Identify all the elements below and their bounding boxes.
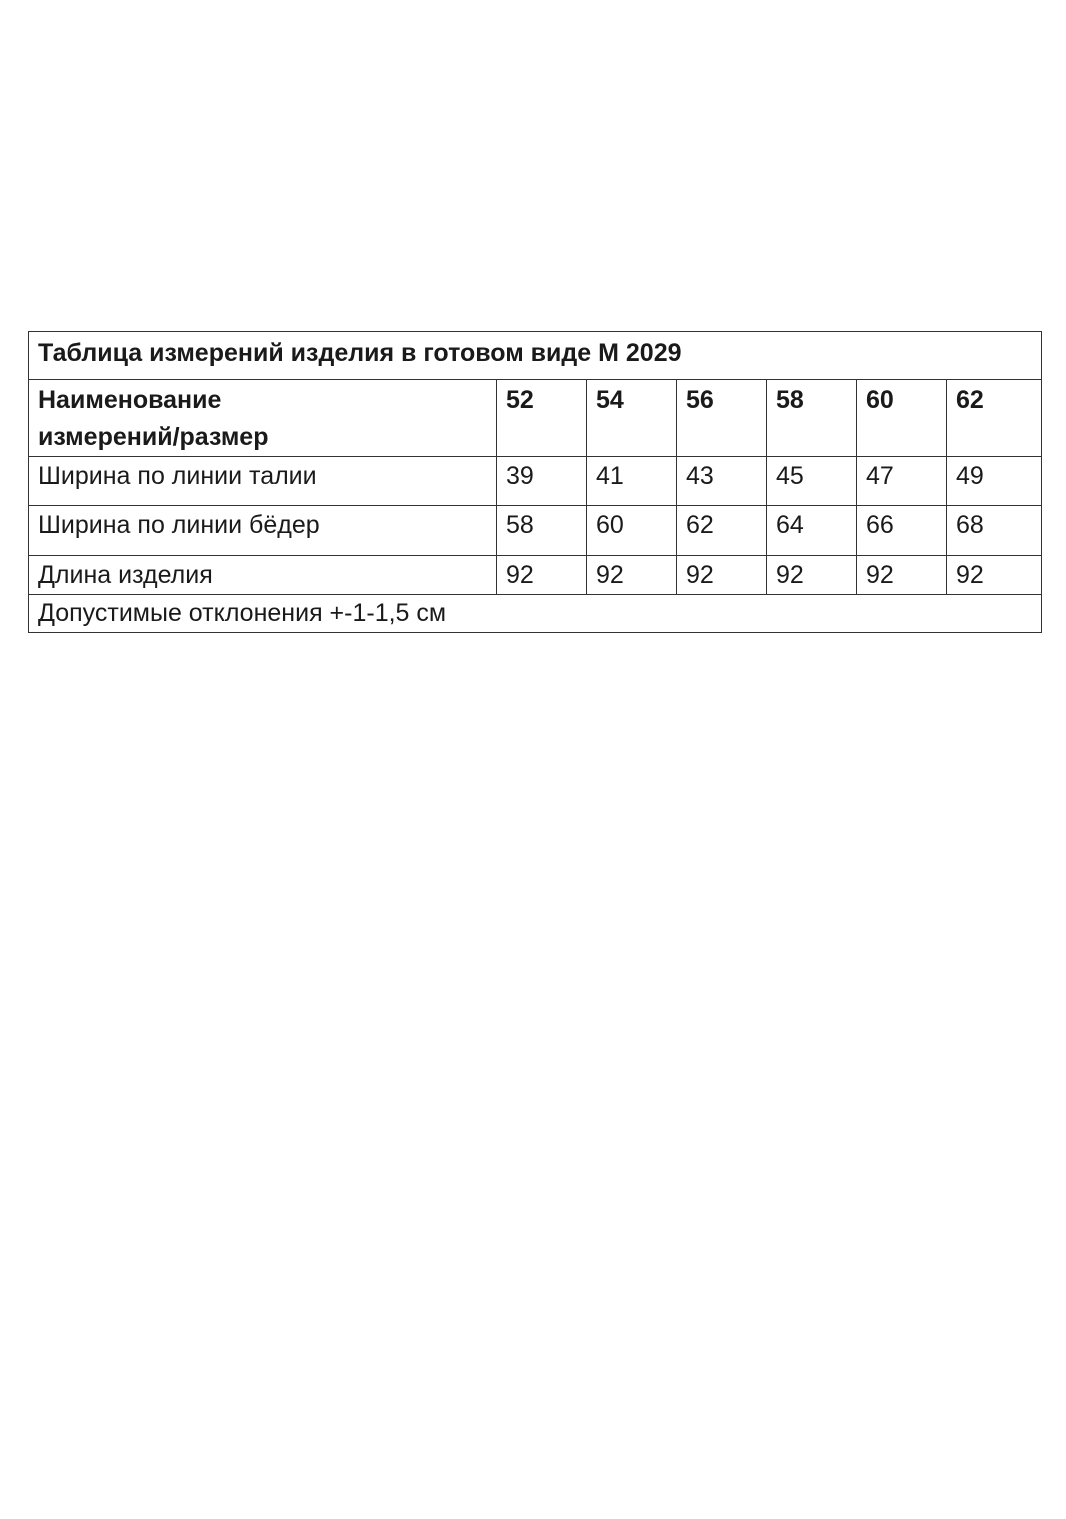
size-header: 58 xyxy=(767,380,857,457)
table-cell: 41 xyxy=(587,457,677,506)
table-cell: 45 xyxy=(767,457,857,506)
table-cell: 47 xyxy=(857,457,947,506)
row-label: Ширина по линии талии xyxy=(29,457,497,506)
table-cell: 92 xyxy=(587,556,677,595)
table-cell: 66 xyxy=(857,506,947,556)
row-label: Длина изделия xyxy=(29,556,497,595)
table-row xyxy=(29,506,1042,556)
table-cell: 49 xyxy=(947,457,1042,506)
table-row xyxy=(29,457,1042,506)
size-header: 62 xyxy=(947,380,1042,457)
table-row xyxy=(29,556,1042,595)
table-cell: 58 xyxy=(497,506,587,556)
table-cell: 62 xyxy=(677,506,767,556)
table-cell: 64 xyxy=(767,506,857,556)
measurement-table xyxy=(28,331,1042,633)
size-header: 56 xyxy=(677,380,767,457)
header-label xyxy=(29,380,497,457)
table-cell: 92 xyxy=(857,556,947,595)
header-label-line1: Наименование xyxy=(38,386,222,414)
table-header-row xyxy=(29,380,1042,457)
size-header: 60 xyxy=(857,380,947,457)
table-cell: 92 xyxy=(767,556,857,595)
table-cell: 43 xyxy=(677,457,767,506)
table-cell: 92 xyxy=(677,556,767,595)
table-cell: 39 xyxy=(497,457,587,506)
table-cell: 60 xyxy=(587,506,677,556)
tolerance-note: Допустимые отклонения +-1-1,5 см xyxy=(29,595,1042,633)
row-label: Ширина по линии бёдер xyxy=(29,506,497,556)
table-title-row xyxy=(29,332,1042,380)
header-label-line2: измерений/размер xyxy=(38,423,269,451)
table-cell: 92 xyxy=(947,556,1042,595)
table-note-row xyxy=(29,595,1042,633)
size-header: 52 xyxy=(497,380,587,457)
size-header: 54 xyxy=(587,380,677,457)
table-cell: 92 xyxy=(497,556,587,595)
table-cell: 68 xyxy=(947,506,1042,556)
table-title: Таблица измерений изделия в готовом виде М 2029 xyxy=(29,332,1042,380)
